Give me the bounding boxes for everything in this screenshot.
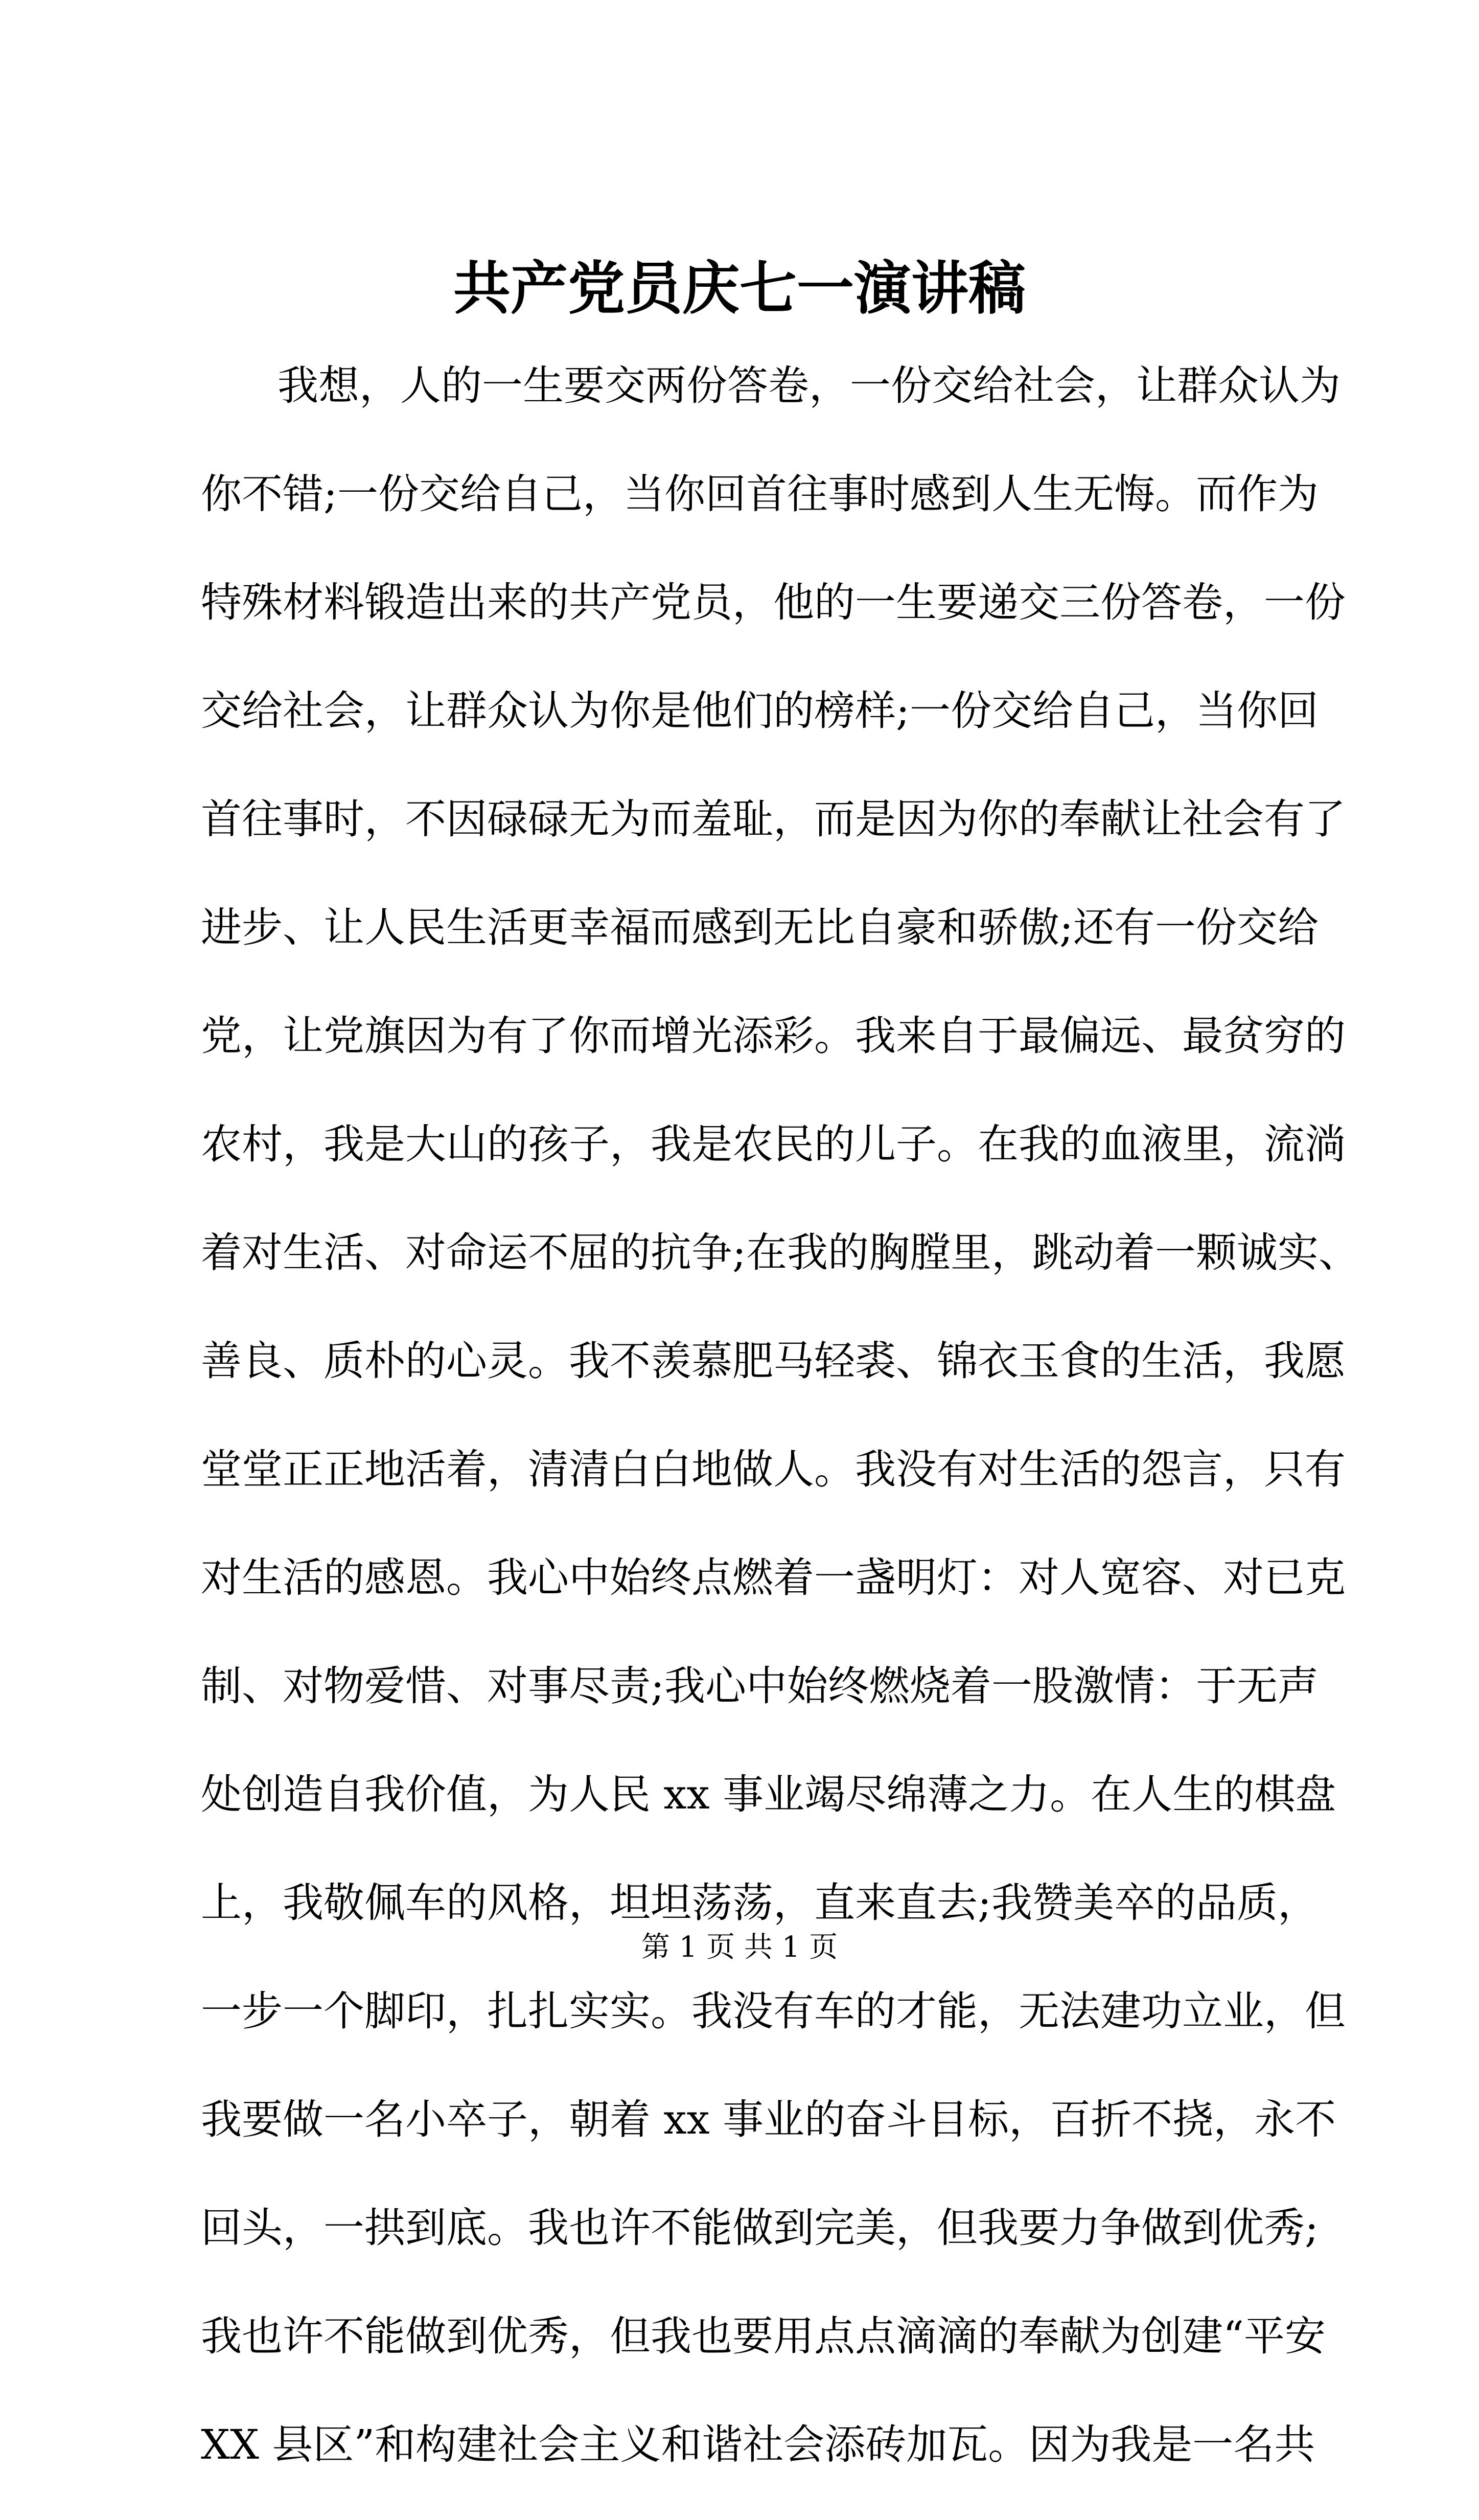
document-title: 共产党员庆七一演讲稿: [453, 255, 1026, 322]
body-line: XX 县区”和构建社会主义和谐社会添砖加瓦。因为我是一名共: [201, 2421, 1315, 2468]
body-line: 一步一个脚印，扎扎实实。我没有车的才能，无法建功立业，但: [201, 1987, 1346, 2035]
page-footer: 第 1 页 共 1 页: [641, 1931, 838, 1964]
body-line: 处创造自我价值，为人民 xx 事业竭尽绵薄之力。在人生的棋盘: [201, 1771, 1336, 1818]
body-line: 我想，人的一生要交两份答卷，一份交给社会，让群众认为: [278, 362, 1341, 409]
body-line: 回头，一拱到底。我也许不能做到完美，但我要力争做到优秀;: [201, 2204, 1319, 2252]
body-line: 堂堂正正地活着，清清白白地做人。我没有对生活的怨言，只有: [201, 1446, 1346, 1493]
body-line: 交给社会，让群众认为你是他们的榜样;一份交给自己，当你回: [201, 687, 1319, 735]
body-line: 进步、让人民生活更幸福而感到无比自豪和骄傲;还有一份交给: [201, 904, 1319, 951]
body-line: 我要做一名小卒子，朝着 xx 事业的奋斗目标，百折不挠，永不: [201, 2096, 1336, 2143]
body-line: 善良、质朴的心灵。我不羡慕肥马轻裘、锦衣玉食的生活，我愿: [201, 1337, 1346, 1385]
body-line: 着对生活、对命运不屈的抗争;在我的胸膛里，跳动着一颗诚实、: [201, 1229, 1359, 1276]
body-line: 我也许不能做到优秀，但我也要用点点滴滴的奉献为创建“平安: [201, 2312, 1326, 2360]
body-line: 农村，我是大山的孩子，我是农民的儿子。在我的血液里，流淌: [201, 1120, 1346, 1168]
body-line: 党，让党旗因为有了你而增光添彩。我来自于最偏远、最贫穷的: [201, 1012, 1346, 1060]
body-line: 特殊材料锻造出来的共产党员，他的一生要递交三份答卷，一份: [201, 579, 1346, 626]
body-line: 制、对物爱惜、对事尽责;我心中始终燃烧着一股激情：于无声: [201, 1662, 1319, 1710]
document-body: [201, 353, 1359, 2520]
body-line: 你不错;一份交给自己，当你回首往事时感到人生无悔。而作为: [201, 470, 1319, 518]
body-line: 对生活的感恩。我心中始终点燃着一盏明灯：对人宽容、对已克: [201, 1554, 1346, 1601]
body-line: 首往事时，不因碌碌无为而羞耻，而是因为你的奉献让社会有了: [201, 795, 1346, 843]
body-line: 上，我敬佩车的风格，坦坦荡荡，直来直去;我赞美卒的品质，: [201, 1879, 1319, 1927]
